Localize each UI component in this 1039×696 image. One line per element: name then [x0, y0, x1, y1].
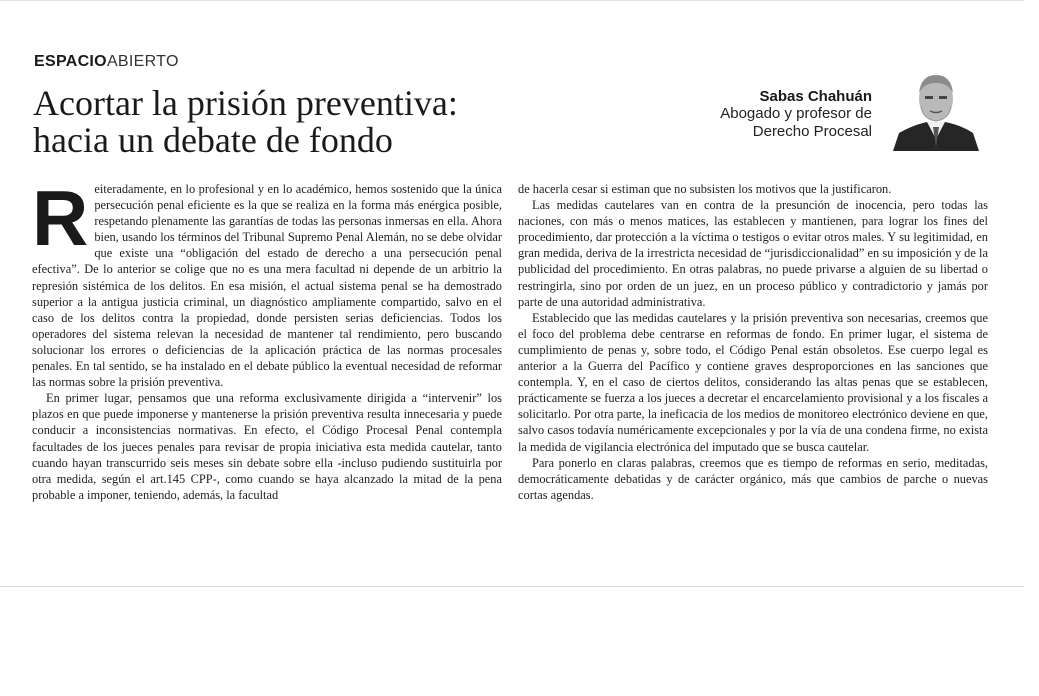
author-portrait [893, 67, 979, 151]
headline [33, 85, 633, 159]
article-paragraph: En primer lugar, pensamos que una reforma exclusivamente dirigida a “intervenir” los plazos en que puede imponerse y mantenerse la prisión preventiva resulta innecesaria y puede conducir a inconsistencias normativas. En efecto, el Código Procesal Penal contempla facultades de los jueces penales para revisar de propia iniciativa esta medida cautelar, tanto cuando hayan transcurrido seis meses sin debate sobre ella -incluso pudiendo sustituirla por otra medida, según el art.145 CPP-, como cuando se haya alcanzado la mitad de la pena probable a imponer, teniendo, además, la facultad [32, 391, 502, 502]
article-paragraph: Para ponerlo en claras palabras, creemos que es tiempo de reformas en serio, meditadas, democráticamente debatidas y de carácter orgánico, más que cambios de parche o nuevas cortas agendas. [518, 455, 988, 502]
author-role-line-2: Derecho Procesal [752, 123, 872, 140]
author-byline [720, 88, 872, 141]
article-column-2 [518, 181, 988, 503]
section-label [34, 53, 179, 71]
section-label-bold: ESPACIO [34, 53, 107, 70]
article-column-1 [32, 174, 502, 503]
article-paragraph: Establecido que las medidas cautelares y la prisión preventiva son necesarias, creemos que el foco del problema debe centrarse en reformas de fondo. En primer lugar, el sistema de cumplimiento de penas y, sobre todo, el Código Penal están obsoletos. Ese cuerpo legal es anterior a la Guerra del Pacífico y contiene graves desproporciones en las sanciones que contempla. Y, en el caso de ciertos delitos, considerando las altas penas que se establecen, prácticamente se fuerza a los jueces a decretar el encarcelamiento provisional y a los fiscales a solicitarlo. Por otra parte, la ineficacia de los medios de monitoreo electrónico deviene en que, salvo casos todavía numéricamente excepcionales y por la vía de una condena firme, no exista la medida de vigilancia electrónica del imputado que se busca cautelar. [518, 310, 988, 454]
article-paragraph [32, 174, 502, 390]
drop-cap: R [32, 174, 89, 262]
article-paragraph: de hacerla cesar si estiman que no subsisten los motivos que la justificaron. [518, 182, 892, 196]
author-name: Sabas Chahuán [759, 88, 872, 105]
article-paragraph-text: eiteradamente, en lo profesional y en lo académico, hemos sostenido que la única persecución penal eficiente es la que se realiza en la forma más enérgica posible, respetando plenamente las garantías de todas las personas inmersas en ella. Ahora bien, usando los términos del Tribunal Supremo Penal Alemán, no se debe olvidar que existe una “obligación del estado de derecho a una persecución penal efectiva”. De lo anterior se colige que no es una mera facultad ni depende de un arbitrio la represión sistémica de los delitos. En esa misión, el actual sistema penal se ha demostrado superior a la antigua justicia criminal, un diagnóstico ampliamente compartido, salvo en el caso de los delitos contra la propiedad, donde persisten serias deficiencias. Todos los operadores del sistema relevan la necesidad de mantener tal rendimiento, pero buscando solucionar los errores o deficiencias de la aplicación práctica de las normas procesales penales. En tal sentido, se ha instalado en el debate público la eventual necesidad de reformar las normas sobre la prisión preventiva. [32, 182, 502, 390]
author-role-line-1: Abogado y profesor de [720, 105, 872, 122]
headline-line-1: Acortar la prisión preventiva: [33, 83, 458, 123]
article-paragraph: Las medidas cautelares van en contra de la presunción de inocencia, pero todas las naciones, con más o menos matices, las establecen y mantienen, para lograr los fines del procedimiento, dar protección a la víctima o testigos o evitar otros males. Y su legitimidad, en gran medida, deriva de la irrestricta necesidad de “jurisdiccionalidad” en su imposición y de la publicidad del procedimiento. En otras palabras, no puede privarse a alguien de su libertad o restringirla, sino por orden de un juez, en un proceso público y contradictorio y jamás por parte de una autoridad administrativa. [518, 198, 988, 309]
headline-line-2: hacia un debate de fondo [33, 120, 393, 160]
section-label-light: ABIERTO [106, 53, 179, 70]
